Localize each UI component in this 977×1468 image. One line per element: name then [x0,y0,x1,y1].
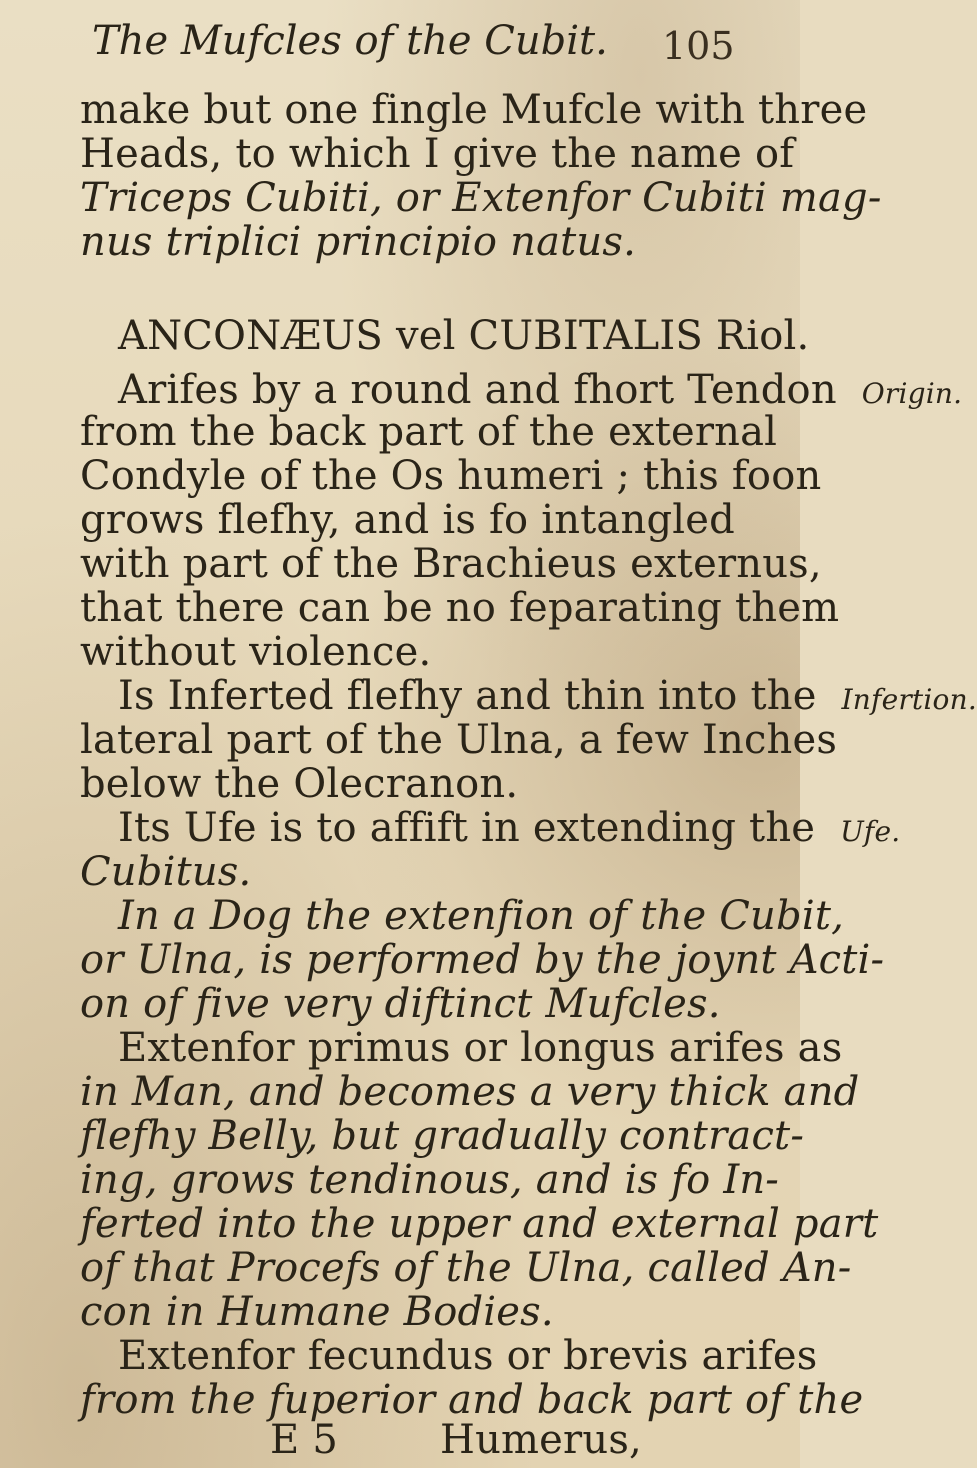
running-header [92,18,782,68]
text-line: Cubitus. [80,849,252,895]
text-line: with part of the Brachieus externus, [80,541,822,587]
text-line: Extenfor primus or longus arifes as [118,1025,843,1071]
margin-note: Infertion. [841,683,977,716]
text-line: grows flefhy, and is fo intangled [80,497,735,543]
text-line: from the back part of the external [80,409,778,455]
running-title: The Mufcles of the Cubit. [92,18,608,64]
text-line: Triceps Cubiti, or Extenfor Cubiti mag- [80,175,882,221]
text-line: Its Ufe is to affift in extending the Ufe. [118,805,901,851]
text-line: in Man, and becomes a very thick and [80,1069,860,1115]
text-line: from the fuperior and back part of the [80,1377,864,1423]
text-line: flefhy Belly, but gradually contract- [80,1113,805,1159]
text-line: con in Humane Bodies. [80,1289,554,1335]
margin-note: Ufe. [840,815,901,848]
text-line: Extenfor fecundus or brevis arifes [118,1333,818,1379]
text-line: without violence. [80,629,432,675]
catchword: Humerus, [440,1417,642,1463]
text-line: Condyle of the Os humeri ; this foon [80,453,822,499]
signature-mark: E 5 [270,1417,338,1463]
text-line: nus triplici principio natus. [80,219,637,265]
page-number: 105 [662,24,735,68]
text-line: or Ulna, is performed by the joynt Acti- [80,937,885,983]
text-line: ferted into the upper and external part [80,1201,879,1247]
text-line: make but one fingle Mufcle with three [80,87,868,133]
text-line: on of five very diftinct Mufcles. [80,981,721,1027]
text-line: below the Olecranon. [80,761,519,807]
text-line: Heads, to which I give the name of [80,131,795,177]
text-line: of that Procefs of the Ulna, called An- [80,1245,852,1291]
text-line: In a Dog the extenfion of the Cubit, [118,893,845,939]
text-line: Arifes by a round and fhort Tendon Origin. [118,367,963,413]
section-heading: ANCONÆUS vel CUBITALIS Riol. [118,313,810,359]
margin-note: Origin. [861,377,963,410]
text-line: Is Inferted flefhy and thin into the Infertion. [118,673,977,719]
text-line: that there can be no feparating them [80,585,840,631]
text-line: lateral part of the Ulna, a few Inches [80,717,838,763]
text-line: ing, grows tendinous, and is fo In- [80,1157,779,1203]
